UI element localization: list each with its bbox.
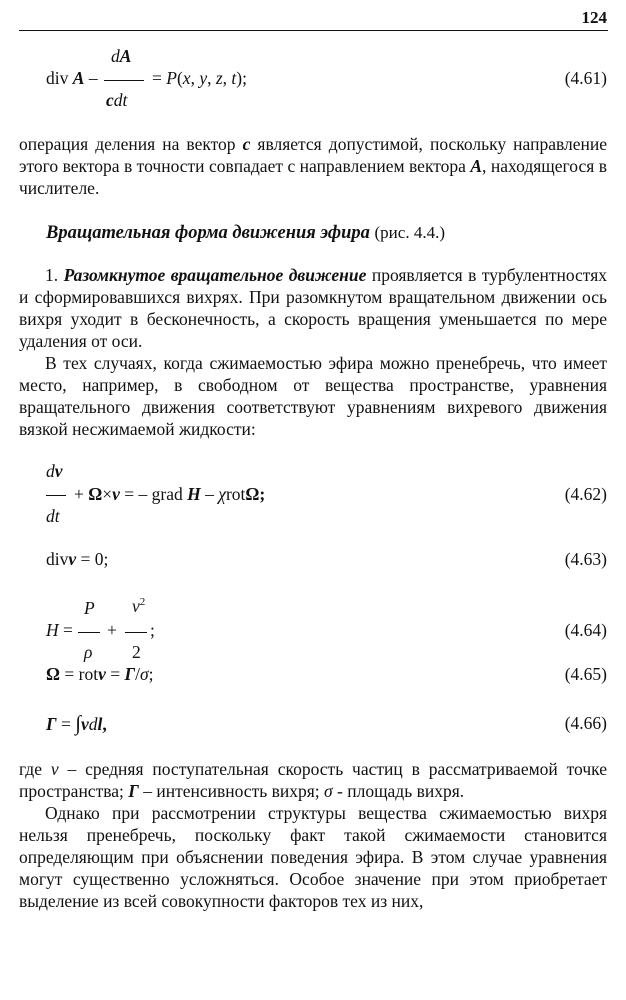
eq461-fraction-line xyxy=(104,80,144,81)
header-rule xyxy=(19,30,608,31)
paragraph-5: Однако при рассмотрении структуры вещества сжимаемостью вихря нельзя пренебречь, поскольку факт такой сжимаемости становится определяющим при объяснении поведения эфира. В этом случае уравнения могут существенно усложняться. Особое значение при этом приобретает выделение из всей совокупности факторов тех из них, xyxy=(19,803,607,911)
eq461-numerator: dA xyxy=(111,46,132,66)
eq464-fraction-line-1 xyxy=(78,632,100,633)
eq464-plus: + xyxy=(107,620,117,640)
eq464-denominator-1: ρ xyxy=(84,642,93,662)
heading-title: Вращательная форма движения эфира xyxy=(46,223,370,243)
eq461-rhs: = P(x, y, z, t); xyxy=(152,68,247,88)
eq464-fraction-line-2 xyxy=(125,632,147,633)
page-number: 124 xyxy=(581,8,607,27)
eq466-number: (4.66) xyxy=(564,713,607,733)
eq464-numerator-2: $v^2$ xyxy=(132,596,146,616)
eq463-body: divv = 0; xyxy=(46,549,109,569)
section-heading xyxy=(46,223,445,244)
eq466-body: Γ = ∫vdl, xyxy=(46,711,107,735)
eq462-body: + Ω×v = – grad H – χrotΩ; xyxy=(74,484,266,504)
eq465-body: Ω = rotv = Γ/σ; xyxy=(46,664,154,684)
eq464-numerator-1: P xyxy=(84,598,95,618)
eq463-number: (4.63) xyxy=(564,549,607,569)
paragraph-1: операция деления на вектор c является допустимой, поскольку направление этого вектора в точности совпадает с направлением вектора A, находящегося в числителе. xyxy=(19,134,607,198)
paragraph-2: 1. Разомкнутое вращательное движение проявляется в турбулентностях и сформировавшихся вихрях. При разомкнутом вращательном движении ось вихря уходит в бесконечность, а скорость вращения уменьшается по мере удаления от оси. xyxy=(19,265,608,351)
eq462-fraction-line xyxy=(46,495,66,496)
eq464-number: (4.64) xyxy=(564,620,607,640)
eq461-denominator: cdt xyxy=(106,90,128,110)
eq464-denominator-2: 2 xyxy=(132,642,141,662)
eq462-number: (4.62) xyxy=(564,484,607,504)
eq461-number: (4.61) xyxy=(564,68,607,88)
eq465-number: (4.65) xyxy=(564,664,607,684)
heading-figure-ref: (рис. 4.4.) xyxy=(374,223,445,242)
eq464-semicolon: ; xyxy=(150,620,155,640)
eq461-lhs: div A – xyxy=(46,68,98,88)
eq462-denominator: dt xyxy=(46,506,60,526)
eq464-lhs: H = xyxy=(46,620,73,640)
paragraph-4: где v – средняя поступательная скорость частиц в рассматриваемой точке пространства; Γ – интенсивность вихря; σ - площадь вихря. xyxy=(19,759,607,801)
eq462-numerator: dv xyxy=(46,461,63,481)
paragraph-3: В тех случаях, когда сжимаемостью эфира можно пренебречь, что имеет место, например, в свободном от вещества пространстве, уравнения вращательного движения соответствуют уравнениям вихревого движения вязкой несжимаемой жидкости: xyxy=(19,353,607,439)
